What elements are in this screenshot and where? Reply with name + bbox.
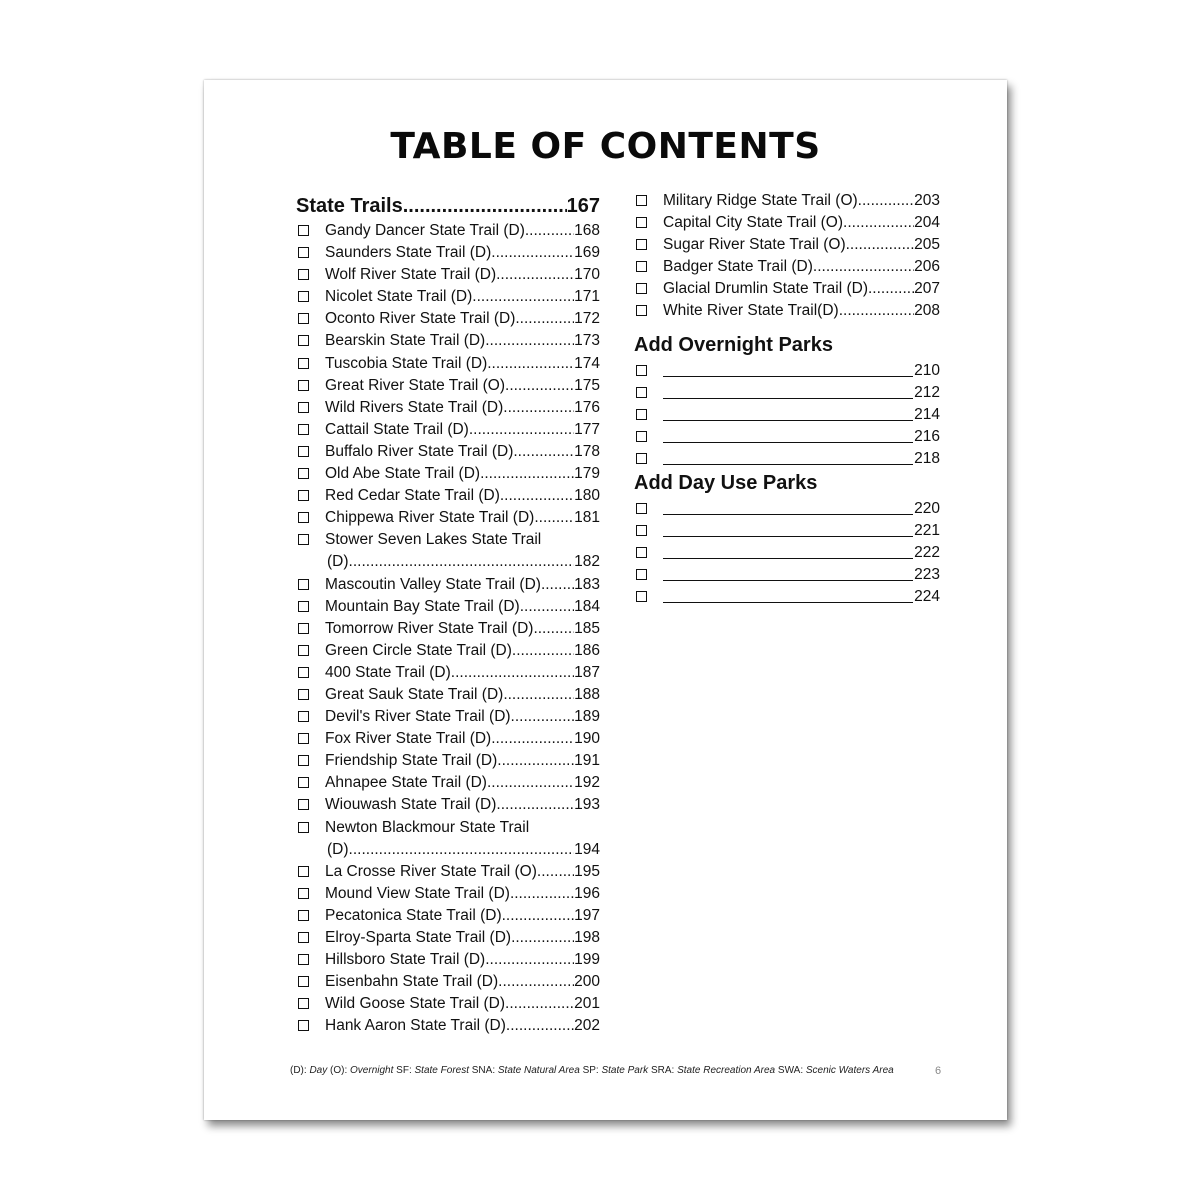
leader-dots	[503, 397, 574, 419]
leader-dots	[541, 574, 574, 596]
toc-entry[interactable]	[296, 662, 600, 684]
entry-page: 223	[914, 566, 940, 584]
toc-entry[interactable]	[296, 640, 600, 662]
leader-dots	[349, 551, 575, 573]
toc-entry[interactable]	[296, 905, 600, 927]
entry-page: 180	[574, 487, 600, 505]
checkbox-icon[interactable]	[298, 623, 309, 634]
leader-dots	[525, 220, 574, 242]
entry-label: Great Sauk State Trail (D)	[325, 685, 504, 703]
checkbox-icon[interactable]	[298, 468, 309, 479]
blank-entry[interactable]	[634, 381, 940, 403]
entry-label: Wild Rivers State Trail (D)	[325, 398, 504, 416]
blank-line[interactable]	[663, 405, 913, 421]
entry-label: Mound View State Trail (D)	[325, 884, 510, 902]
toc-entry[interactable]	[296, 728, 600, 750]
checkbox-icon[interactable]	[298, 799, 309, 810]
checkbox-icon[interactable]	[298, 490, 309, 501]
blank-entry[interactable]	[634, 359, 940, 381]
entry-page: 218	[914, 449, 940, 467]
legend-value: State Park	[601, 1065, 649, 1076]
leader-dots	[813, 256, 914, 278]
toc-entry[interactable]	[296, 353, 600, 375]
entry-label: Green Circle State Trail (D)	[325, 641, 512, 659]
checkbox-icon[interactable]	[298, 711, 309, 722]
entry-page: 185	[574, 619, 600, 637]
blank-line[interactable]	[663, 427, 913, 443]
toc-entry[interactable]	[296, 397, 600, 419]
toc-entry[interactable]	[296, 330, 600, 352]
leader-dots	[469, 419, 574, 441]
leader-dots	[349, 839, 575, 861]
entry-label: Red Cedar State Trail (D)	[325, 487, 500, 505]
leader-dots	[472, 286, 574, 308]
entry-label: Eisenbahn State Trail (D)	[325, 973, 499, 991]
checkbox-icon[interactable]	[298, 954, 309, 965]
entry-page: 208	[914, 302, 940, 320]
toc-entry[interactable]	[296, 861, 600, 883]
checkbox-icon[interactable]	[636, 591, 647, 602]
entry-page: 172	[574, 310, 600, 328]
section-heading: State Trails	[296, 195, 403, 217]
blank-entry[interactable]	[634, 497, 940, 519]
checkbox-icon[interactable]	[298, 866, 309, 877]
entry-page: 203	[914, 192, 940, 209]
toc-entry[interactable]	[296, 817, 600, 839]
entry-page: 171	[574, 288, 600, 306]
checkbox-icon[interactable]	[298, 733, 309, 744]
leader-dots	[858, 190, 914, 212]
toc-entry-continued	[296, 839, 600, 861]
leader-dots	[496, 264, 574, 286]
day-use-parks-list	[634, 497, 940, 607]
entry-label: Stower Seven Lakes State Trail	[325, 531, 542, 549]
toc-entry[interactable]	[296, 618, 600, 640]
leader-dots	[491, 728, 574, 750]
entry-page: 198	[574, 929, 600, 946]
checkbox-icon[interactable]	[298, 998, 309, 1009]
toc-entry[interactable]	[296, 794, 600, 816]
toc-entry[interactable]	[296, 507, 600, 529]
entry-label: Gandy Dancer State Trail (D)	[325, 222, 525, 239]
entry-page: 206	[914, 258, 940, 276]
entry-page: 183	[574, 575, 600, 593]
legend-key: SF:	[396, 1065, 412, 1076]
checkbox-icon[interactable]	[298, 247, 309, 258]
entry-page: 182	[574, 553, 600, 571]
blank-entry[interactable]	[634, 585, 940, 607]
checkbox-icon[interactable]	[298, 645, 309, 656]
entry-label: Capital City State Trail (O)	[663, 214, 844, 232]
entry-page: 181	[574, 509, 600, 527]
entry-page: 177	[574, 420, 600, 438]
checkbox-icon[interactable]	[298, 424, 309, 435]
entry-page: 202	[574, 1017, 600, 1035]
entry-page: 216	[914, 427, 940, 445]
entry-page: 187	[574, 663, 600, 681]
blank-entry[interactable]	[634, 563, 940, 585]
legend-key: SWA:	[777, 1065, 804, 1076]
spacer	[634, 323, 940, 331]
leader-dots	[511, 706, 575, 728]
toc-entry[interactable]	[634, 234, 940, 256]
toc-entry[interactable]	[634, 256, 940, 278]
entry-page: 212	[914, 383, 940, 401]
leader-dots	[533, 618, 574, 640]
blank-line[interactable]	[663, 521, 913, 537]
entry-label: Nicolet State Trail (D)	[325, 288, 473, 306]
leader-dots	[839, 300, 914, 322]
leader-dots	[485, 330, 574, 352]
entry-label: Mascoutin Valley State Trail (D)	[325, 575, 541, 593]
toc-entry[interactable]	[296, 684, 600, 706]
entry-page: 188	[574, 685, 600, 703]
toc-entry[interactable]	[296, 419, 600, 441]
right-column	[634, 190, 940, 608]
checkbox-icon[interactable]	[298, 534, 309, 545]
entry-page: 179	[574, 465, 600, 483]
checkbox-icon[interactable]	[636, 195, 647, 206]
leader-dots	[496, 794, 574, 816]
state-trails-list-continued	[634, 190, 940, 323]
checkbox-icon[interactable]	[636, 261, 647, 272]
entry-label: Glacial Drumlin State Trail (D)	[663, 280, 868, 298]
legend-key: SP:	[582, 1065, 599, 1076]
checkbox-icon[interactable]	[298, 976, 309, 987]
page-number: 6	[935, 1065, 942, 1077]
toc-entry[interactable]	[634, 190, 940, 212]
entry-page: 191	[574, 752, 600, 770]
leader-dots	[520, 596, 574, 618]
entry-page: 197	[574, 906, 600, 924]
entry-page: 192	[574, 774, 600, 792]
entry-page: 169	[574, 244, 600, 262]
blank-line[interactable]	[663, 449, 913, 465]
entry-label: Devil's River State Trail (D)	[325, 708, 511, 726]
leader-dots	[491, 242, 574, 264]
checkbox-icon[interactable]	[636, 569, 647, 580]
toc-entry[interactable]	[296, 971, 600, 993]
toc-entry[interactable]	[296, 993, 600, 1015]
entry-page: 210	[914, 361, 940, 379]
leader-dots	[511, 927, 574, 949]
toc-entry[interactable]	[296, 574, 600, 596]
entry-page: 201	[574, 995, 600, 1013]
entry-page: 189	[574, 708, 600, 726]
legend-value: Day	[309, 1065, 328, 1076]
entry-label: Mountain Bay State Trail (D)	[325, 597, 520, 615]
leader-dots	[451, 662, 574, 684]
checkbox-icon[interactable]	[298, 755, 309, 766]
entry-page: 186	[574, 641, 600, 659]
entry-label: Pecatonica State Trail (D)	[325, 906, 502, 924]
entry-label: Bearskin State Trail (D)	[325, 332, 486, 350]
leader-dots	[505, 993, 574, 1015]
entry-label: Wolf River State Trail (D)	[325, 266, 497, 284]
entry-page: 204	[914, 214, 940, 232]
entry-page: 174	[574, 354, 600, 372]
leader-dots	[512, 640, 574, 662]
entry-label: Chippewa River State Trail (D)	[325, 509, 535, 527]
leader-dots	[497, 750, 574, 772]
toc-entry[interactable]	[634, 278, 940, 300]
leader-dots	[534, 507, 574, 529]
entry-page: 194	[574, 840, 600, 858]
checkbox-icon[interactable]	[298, 1020, 309, 1031]
checkbox-icon[interactable]	[298, 932, 309, 943]
blank-line[interactable]	[663, 565, 913, 581]
checkbox-icon[interactable]	[298, 269, 309, 280]
toc-entry[interactable]	[296, 1015, 600, 1037]
checkbox-icon[interactable]	[298, 512, 309, 523]
entry-label: Tomorrow River State Trail (D)	[325, 619, 534, 637]
checkbox-icon[interactable]	[298, 777, 309, 788]
leader-dots	[498, 971, 574, 993]
blank-entry[interactable]	[634, 447, 940, 469]
legend-key: (O):	[330, 1065, 348, 1076]
entry-page: 220	[914, 500, 940, 518]
checkbox-icon[interactable]	[298, 380, 309, 391]
entry-page: 200	[574, 973, 600, 991]
entry-label: Cattail State Trail (D)	[325, 420, 469, 438]
blank-line[interactable]	[663, 587, 913, 603]
entry-page: 193	[574, 796, 600, 814]
legend-key: SNA:	[471, 1065, 496, 1076]
toc-entry[interactable]	[296, 883, 600, 905]
entry-label: Old Abe State Trail (D)	[325, 465, 481, 483]
entry-label: Wild Goose State Trail (D)	[325, 995, 506, 1013]
entry-page: 168	[574, 222, 600, 239]
toc-entry[interactable]	[296, 375, 600, 397]
checkbox-icon[interactable]	[636, 547, 647, 558]
entry-page: 190	[574, 730, 600, 748]
toc-entry[interactable]	[634, 212, 940, 234]
entry-page: 196	[574, 884, 600, 902]
checkbox-icon[interactable]	[298, 358, 309, 369]
legend-value: State Recreation Area	[677, 1065, 776, 1076]
leader-dots	[487, 353, 574, 375]
entry-page: 195	[574, 862, 600, 880]
toc-entry[interactable]	[296, 927, 600, 949]
checkbox-icon[interactable]	[298, 822, 309, 833]
entry-label: La Crosse River State Trail (O)	[325, 862, 537, 880]
toc-entry[interactable]	[296, 772, 600, 794]
leader-dots	[515, 308, 574, 330]
leader-dots	[480, 463, 574, 485]
checkbox-icon[interactable]	[298, 446, 309, 457]
entry-page: 178	[574, 442, 600, 460]
toc-entry[interactable]	[296, 529, 600, 551]
entry-label: Saunders State Trail (D)	[325, 244, 492, 262]
legend-key: (D):	[290, 1065, 307, 1076]
blank-entry[interactable]	[634, 425, 940, 447]
checkbox-icon[interactable]	[636, 503, 647, 514]
checkbox-icon[interactable]	[298, 313, 309, 324]
entry-label: Badger State Trail (D)	[663, 258, 813, 276]
checkbox-icon[interactable]	[298, 601, 309, 612]
checkbox-icon[interactable]	[298, 910, 309, 921]
checkbox-icon[interactable]	[636, 239, 647, 250]
leader-dots	[506, 1015, 574, 1037]
checkbox-icon[interactable]	[636, 217, 647, 228]
entry-label: Elroy-Sparta State Trail (D)	[325, 929, 512, 946]
toc-entry[interactable]	[296, 242, 600, 264]
toc-entry[interactable]	[296, 485, 600, 507]
blank-line[interactable]	[663, 543, 913, 559]
checkbox-icon[interactable]	[636, 305, 647, 316]
leader-dots	[403, 192, 567, 220]
entry-label: Hank Aaron State Trail (D)	[325, 1017, 506, 1035]
entry-label: Fox River State Trail (D)	[325, 730, 492, 748]
checkbox-icon[interactable]	[298, 402, 309, 413]
checkbox-icon[interactable]	[298, 888, 309, 899]
section-page: 167	[566, 195, 600, 217]
entry-label: Hillsboro State Trail (D)	[325, 951, 486, 969]
page-title: TABLE OF CONTENTS	[390, 126, 821, 167]
legend-value: State Natural Area	[497, 1065, 580, 1076]
toc-entry[interactable]	[296, 596, 600, 618]
blank-line[interactable]	[663, 383, 913, 399]
checkbox-icon[interactable]	[636, 365, 647, 376]
entry-label: Great River State Trail (O)	[325, 376, 506, 394]
entry-label: Tuscobia State Trail (D)	[325, 354, 488, 372]
leader-dots	[510, 883, 574, 905]
toc-entry[interactable]	[296, 441, 600, 463]
checkbox-icon[interactable]	[298, 689, 309, 700]
entry-page: 222	[914, 544, 940, 562]
entry-page: 173	[574, 332, 600, 350]
leader-dots	[502, 905, 575, 927]
leader-dots	[487, 772, 574, 794]
entry-label: Friendship State Trail (D)	[325, 752, 498, 770]
checkbox-icon[interactable]	[298, 667, 309, 678]
toc-entry[interactable]	[296, 220, 600, 242]
leader-dots	[505, 375, 574, 397]
entry-label: Military Ridge State Trail (O)	[663, 192, 858, 209]
entry-label: Buffalo River State Trail (D)	[325, 442, 514, 460]
leader-dots	[868, 278, 914, 300]
entry-page: 214	[914, 405, 940, 423]
legend-value: State Forest	[414, 1065, 469, 1076]
blank-line[interactable]	[663, 499, 913, 515]
entry-label: (D)	[327, 840, 349, 858]
leader-dots	[537, 861, 574, 883]
left-column	[296, 192, 600, 1037]
checkbox-icon[interactable]	[636, 409, 647, 420]
entry-label: Ahnapee State Trail (D)	[325, 774, 487, 792]
toc-entry[interactable]	[296, 286, 600, 308]
checkbox-icon[interactable]	[636, 453, 647, 464]
entry-label: Oconto River State Trail (D)	[325, 310, 516, 328]
toc-entry[interactable]	[296, 750, 600, 772]
entry-page: 221	[914, 522, 940, 540]
entry-label: White River State Trail(D)	[663, 302, 839, 320]
leader-dots	[846, 234, 915, 256]
leader-dots	[503, 684, 574, 706]
entry-label: Newton Blackmour State Trail	[325, 818, 530, 836]
document-page	[204, 80, 1007, 1120]
entry-label: Wiouwash State Trail (D)	[325, 796, 497, 814]
checkbox-icon[interactable]	[636, 525, 647, 536]
entry-label: Sugar River State Trail (O)	[663, 236, 846, 254]
toc-entry[interactable]	[296, 949, 600, 971]
entry-label: 400 State Trail (D)	[325, 663, 451, 681]
entry-page: 207	[914, 280, 940, 298]
toc-entry[interactable]	[634, 300, 940, 322]
toc-entry[interactable]	[296, 264, 600, 286]
overnight-parks-list	[634, 359, 940, 469]
entry-label: (D)	[327, 553, 349, 571]
section-state-trails[interactable]	[296, 192, 600, 220]
toc-entry-continued	[296, 551, 600, 573]
checkbox-icon[interactable]	[298, 335, 309, 346]
entry-page: 224	[914, 588, 940, 606]
legend-footer	[290, 1065, 950, 1076]
toc-entry[interactable]	[296, 706, 600, 728]
legend-value: Scenic Waters Area	[805, 1065, 894, 1076]
toc-entry[interactable]	[296, 463, 600, 485]
blank-entry[interactable]	[634, 519, 940, 541]
checkbox-icon[interactable]	[636, 283, 647, 294]
legend-key: SRA:	[650, 1065, 675, 1076]
checkbox-icon[interactable]	[298, 225, 309, 236]
checkbox-icon[interactable]	[636, 387, 647, 398]
day-use-parks-heading: Add Day Use Parks	[634, 472, 818, 495]
entry-page: 176	[574, 398, 600, 416]
checkbox-icon[interactable]	[298, 291, 309, 302]
entry-page: 184	[574, 597, 600, 615]
entry-page: 205	[914, 236, 940, 254]
entry-page: 199	[574, 951, 600, 969]
state-trails-list	[296, 220, 600, 1037]
blank-entry[interactable]	[634, 541, 940, 563]
blank-entry[interactable]	[634, 403, 940, 425]
leader-dots	[500, 485, 574, 507]
leader-dots	[485, 949, 574, 971]
overnight-parks-heading: Add Overnight Parks	[634, 333, 833, 356]
leader-dots	[843, 212, 914, 234]
blank-line[interactable]	[663, 361, 913, 377]
checkbox-icon[interactable]	[636, 431, 647, 442]
checkbox-icon[interactable]	[298, 579, 309, 590]
entry-page: 170	[574, 266, 600, 284]
toc-entry[interactable]	[296, 308, 600, 330]
legend-value: Overnight	[350, 1065, 394, 1076]
entry-page: 175	[574, 376, 600, 394]
leader-dots	[513, 441, 574, 463]
